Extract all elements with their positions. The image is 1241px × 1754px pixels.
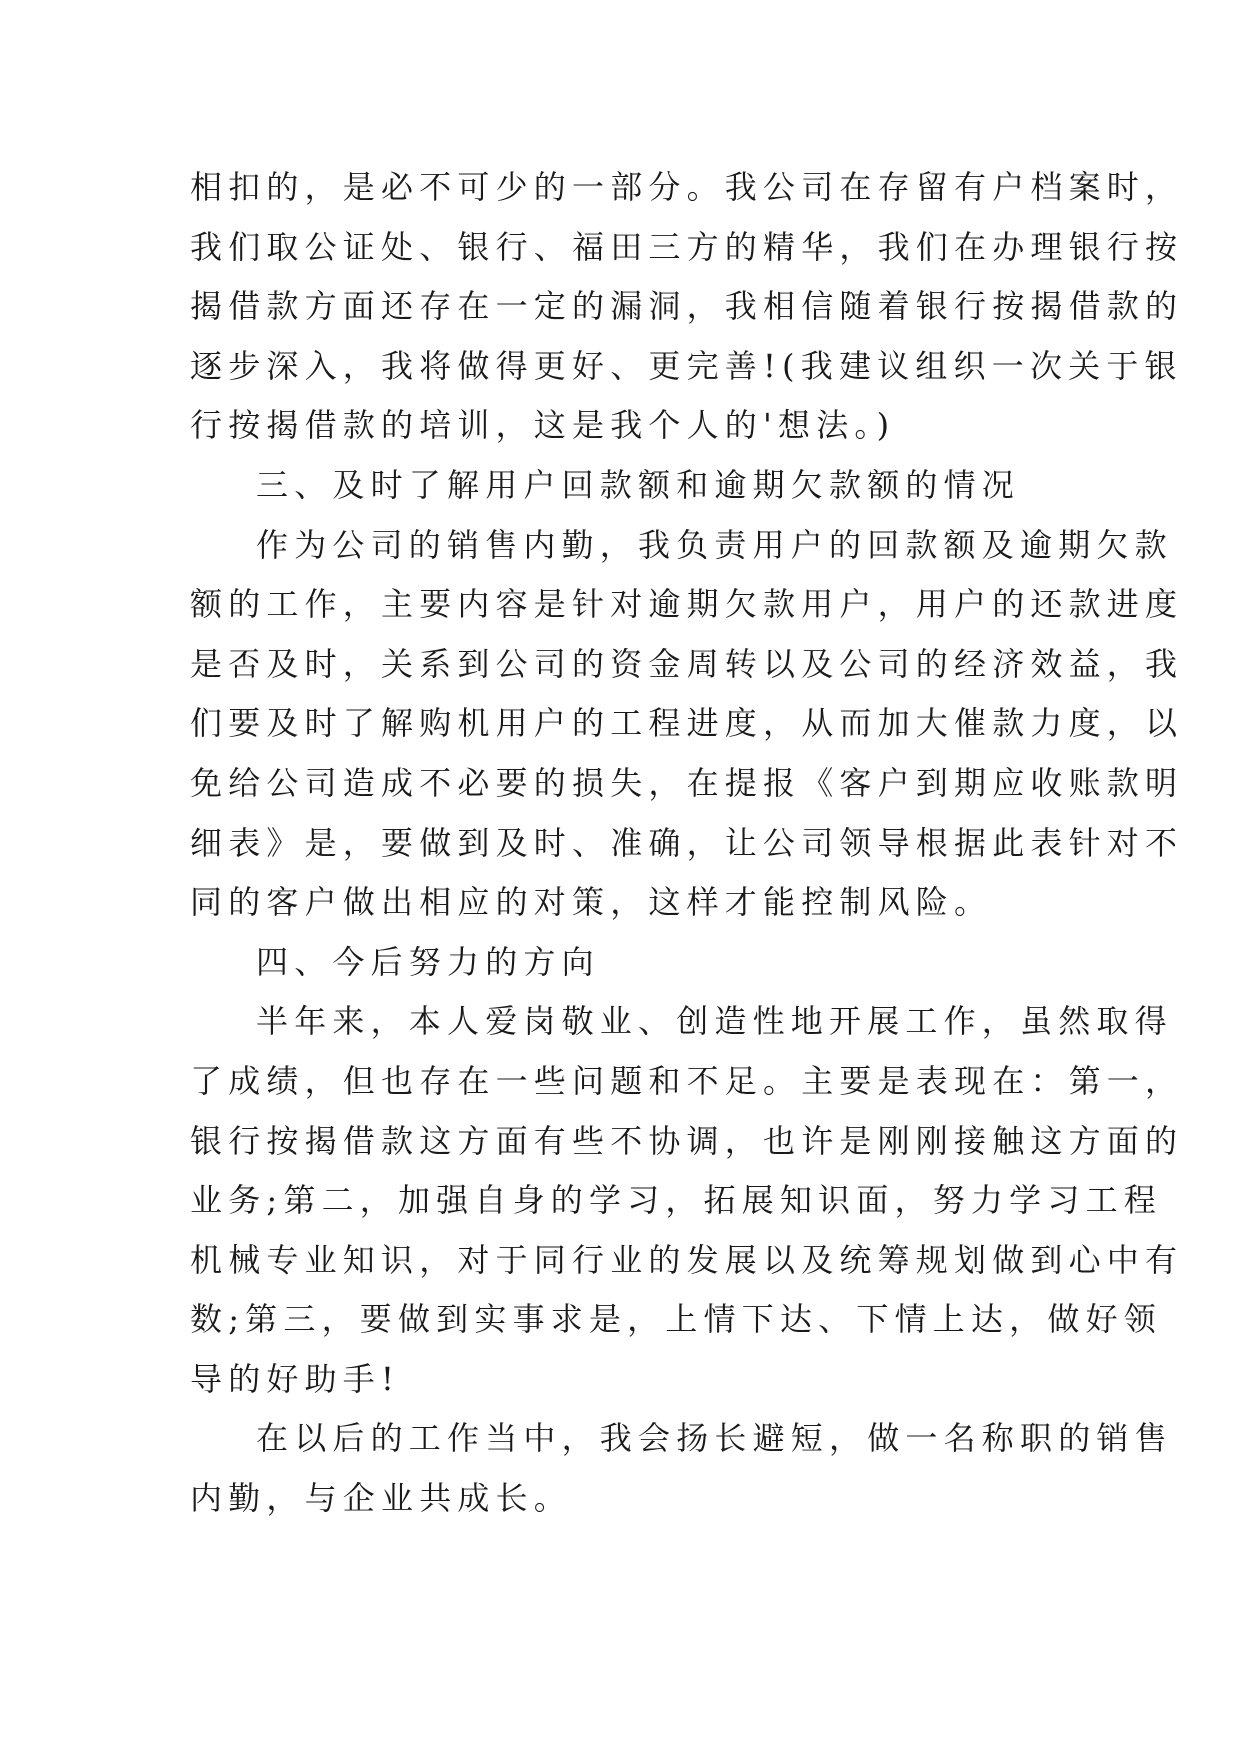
text-line: 了成绩，但也存在一些问题和不足。主要是表现在：第一， bbox=[190, 1061, 1184, 1100]
paragraph-2 bbox=[190, 516, 1184, 933]
text-line: 额的工作，主要内容是针对逾期欠款用户，用户的还款进度 bbox=[190, 585, 1184, 624]
text-line: 是否及时，关系到公司的资金周转以及公司的经济效益，我 bbox=[190, 644, 1184, 683]
text-line: 同的客户做出相应的对策，这样才能控制风险。 bbox=[190, 883, 993, 922]
text-line: 细表》是，要做到及时、准确，让公司领导根据此表针对不 bbox=[190, 823, 1184, 862]
text-line: 导的好助手! bbox=[190, 1359, 401, 1398]
paragraph-4 bbox=[190, 1409, 1173, 1528]
paragraph-1 bbox=[190, 158, 1184, 456]
text-line: 业务;第二，加强自身的学习，拓展知识面，努力学习工程 bbox=[190, 1181, 1162, 1220]
text-line: 我们取公证处、银行、福田三方的精华，我们在办理银行按 bbox=[190, 227, 1184, 266]
text-line: 揭借款方面还存在一定的漏洞，我相信随着银行按揭借款的 bbox=[190, 287, 1184, 326]
section-heading-3 bbox=[190, 456, 1062, 516]
text-line: 半年来，本人爱岗敬业、创造性地开展工作，虽然取得 bbox=[256, 1002, 1173, 1041]
text-line: 机械专业知识，对于同行业的发展以及统筹规划做到心中有 bbox=[190, 1240, 1184, 1279]
text-line: 们要及时了解购机用户的工程进度，从而加大催款力度，以 bbox=[190, 704, 1184, 743]
text-line: 逐步深入，我将做得更好、更完善!(我建议组织一次关于银 bbox=[190, 346, 1183, 385]
text-line: 三、及时了解用户回款额和逾期欠款额的情况 bbox=[256, 465, 1021, 504]
text-line: 作为公司的销售内勤，我负责用户的回款额及逾期欠款 bbox=[256, 525, 1173, 564]
text-line: 银行按揭借款这方面有些不协调，也许是刚刚接触这方面的 bbox=[190, 1121, 1184, 1160]
text-line: 四、今后努力的方向 bbox=[256, 942, 600, 981]
text-line: 内勤，与企业共成长。 bbox=[190, 1479, 573, 1518]
text-line: 在以后的工作当中，我会扬长避短，做一名称职的销售 bbox=[256, 1419, 1173, 1458]
text-line: 行按揭借款的培训，这是我个人的'想法。) bbox=[190, 406, 896, 445]
document-page bbox=[190, 158, 1184, 1529]
paragraph-3 bbox=[190, 992, 1184, 1409]
text-line: 相扣的，是必不可少的一部分。我公司在存留有户档案时， bbox=[190, 168, 1184, 206]
text-line: 数;第三，要做到实事求是，上情下达、下情上达，做好领 bbox=[190, 1300, 1162, 1339]
text-line: 免给公司造成不必要的损失，在提报《客户到期应收账款明 bbox=[190, 763, 1184, 802]
section-heading-4 bbox=[190, 933, 1062, 993]
